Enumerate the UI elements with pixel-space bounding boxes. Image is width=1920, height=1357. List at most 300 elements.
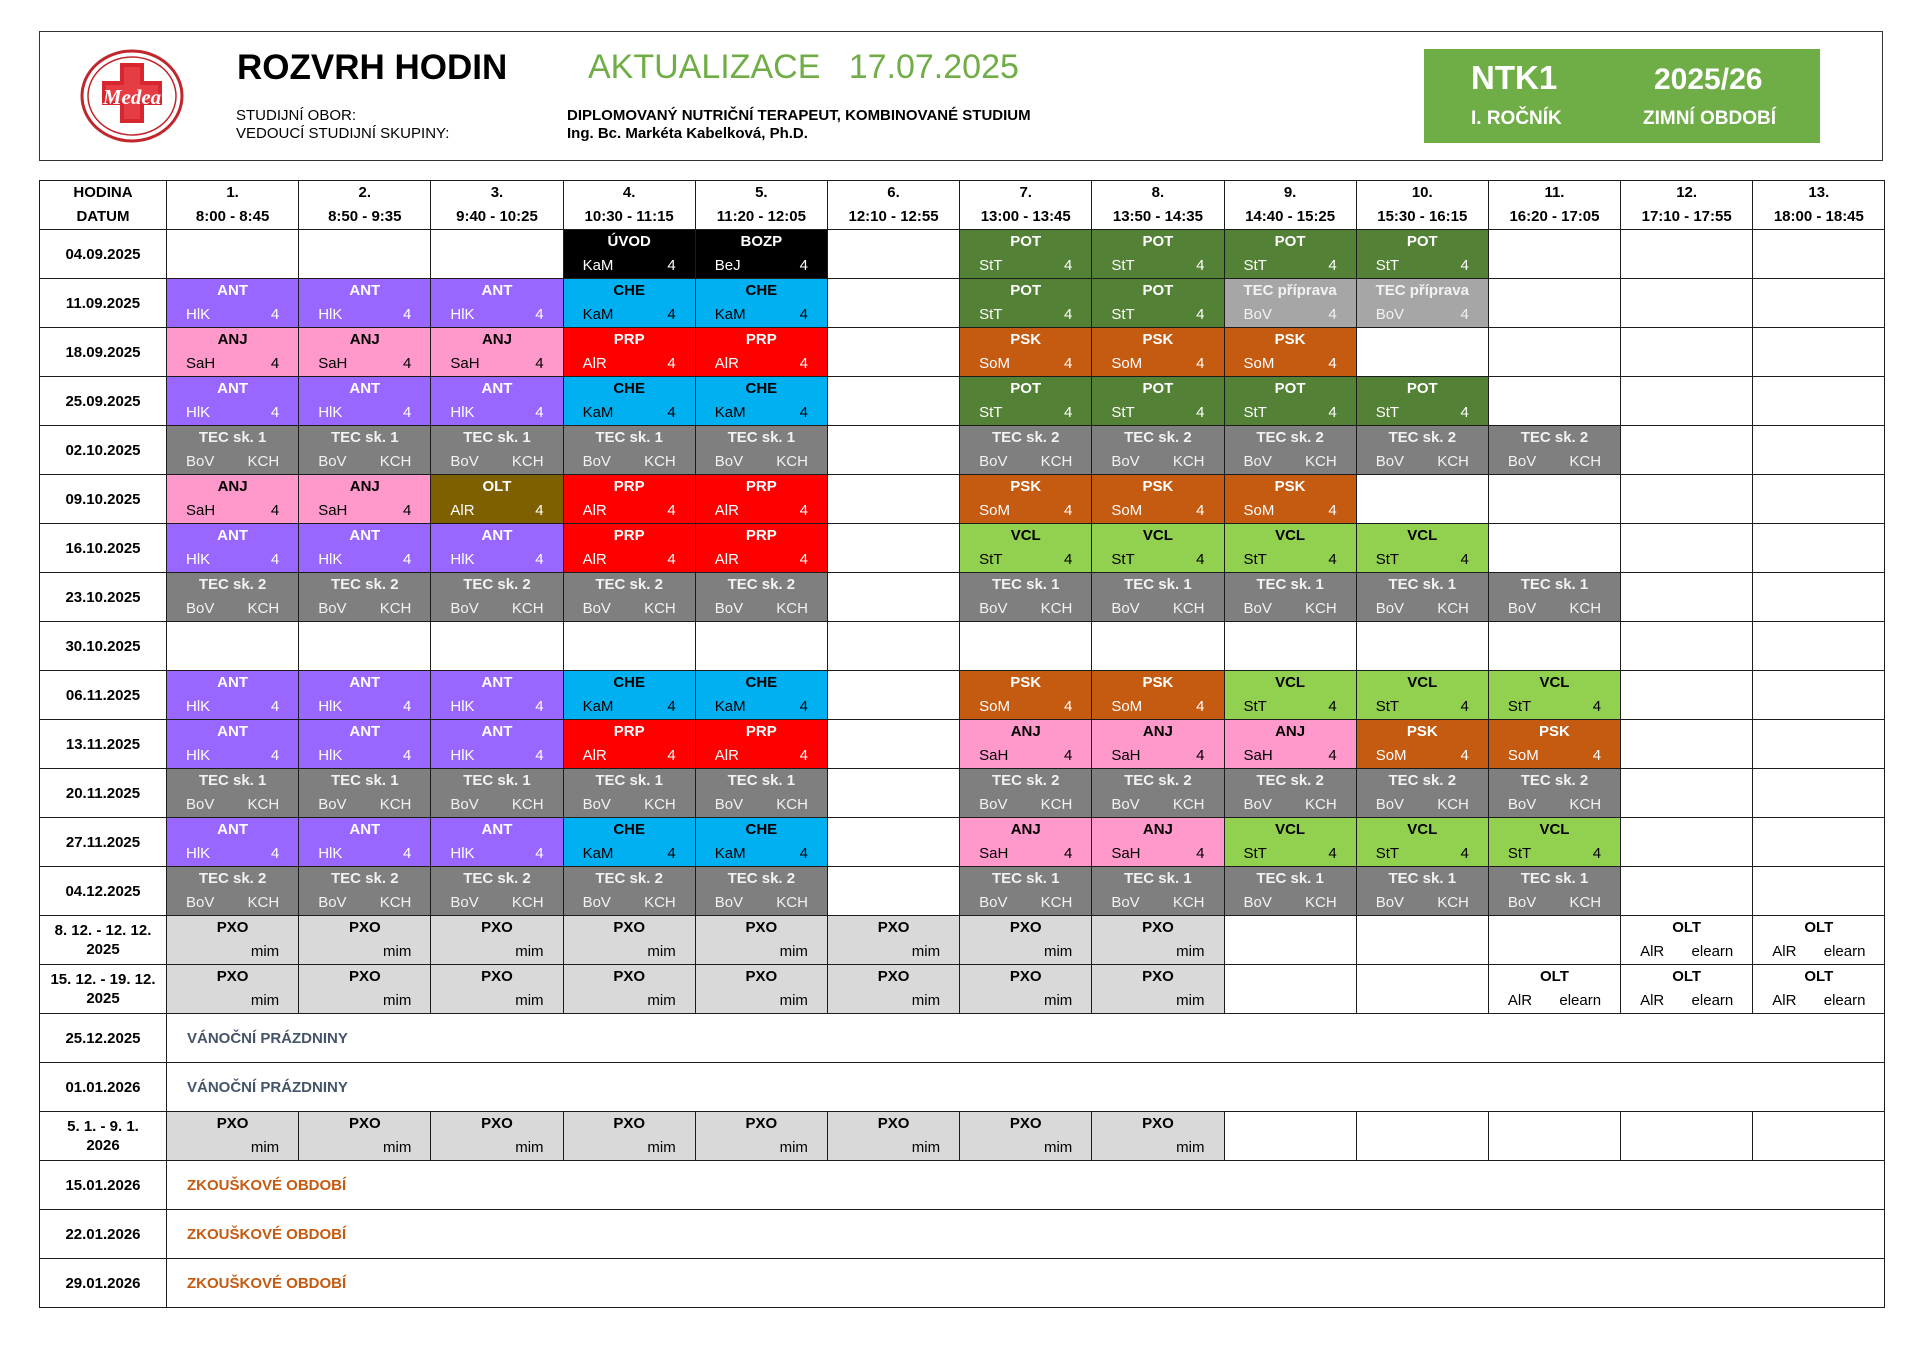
- subject-code: PRP: [613, 331, 645, 348]
- subject-code: POT: [1406, 380, 1438, 397]
- lesson-count: 4: [1460, 404, 1469, 421]
- teacher-code: SaH: [318, 502, 348, 519]
- subject-code: TEC sk. 2: [331, 870, 399, 887]
- lesson-count: 4: [1328, 698, 1337, 715]
- teacher-code: SoM: [1111, 698, 1143, 715]
- lesson-count: 4: [403, 404, 412, 421]
- lesson-count: KCH: [1437, 453, 1469, 470]
- lesson-count: 4: [1328, 355, 1337, 372]
- lesson-count: 4: [1196, 257, 1205, 274]
- subject-code: OLT: [1804, 968, 1834, 985]
- lesson-meta: [960, 744, 1091, 768]
- teacher-code: HlK: [318, 845, 343, 862]
- lesson-meta: [1357, 597, 1488, 621]
- period-note: ZKOUŠKOVÉ OBDOBÍ: [167, 1210, 1885, 1259]
- teacher-code: BeJ: [714, 257, 741, 274]
- teacher-code: HlK: [186, 551, 211, 568]
- empty-cell: [827, 279, 959, 328]
- lesson-cell: [695, 965, 827, 1014]
- lesson-cell: [695, 867, 827, 916]
- lesson-meta: [564, 352, 695, 376]
- lesson-meta: [1092, 401, 1223, 425]
- teacher-code: BoV: [1111, 453, 1140, 470]
- lesson-cell: [1488, 769, 1620, 818]
- lesson-cell: [960, 377, 1092, 426]
- lesson-meta: [1225, 450, 1356, 474]
- teacher-code: BoV: [1375, 306, 1405, 323]
- teacher-code: StT: [1507, 845, 1532, 862]
- date-cell: [40, 328, 167, 377]
- empty-cell: [960, 622, 1092, 671]
- subject-code: TEC sk. 1: [1256, 870, 1324, 887]
- lesson-cell: [1092, 769, 1224, 818]
- lesson-count: 4: [1592, 698, 1602, 715]
- subject-code: CHE: [745, 282, 778, 299]
- lesson-count: 4: [1460, 306, 1469, 323]
- lesson-cell: [695, 818, 827, 867]
- lesson-cell: [167, 475, 299, 524]
- teacher-code: BoV: [1375, 600, 1405, 617]
- lesson-count: 4: [270, 845, 280, 862]
- lesson-meta: [1225, 401, 1356, 425]
- teacher-code: AlR: [714, 747, 739, 764]
- lesson-count: mim: [647, 1139, 676, 1156]
- subject-code: TEC sk. 2: [1256, 429, 1324, 446]
- lesson-count: elearn: [1691, 943, 1734, 960]
- lesson-cell: [1092, 230, 1224, 279]
- lesson-cell: [563, 671, 695, 720]
- lesson-count: mim: [779, 1139, 808, 1156]
- subject-code: ANT: [217, 674, 248, 691]
- period-time: 15:30 - 16:15: [1377, 208, 1468, 225]
- subject-code: PXO: [348, 1115, 381, 1132]
- subject-code: TEC sk. 2: [198, 870, 267, 887]
- subject-code: PXO: [216, 1115, 249, 1132]
- lesson-cell: [695, 720, 827, 769]
- subject-code: ANJ: [1010, 723, 1041, 740]
- lesson-meta: [696, 548, 827, 572]
- teacher-code: HlK: [318, 551, 343, 568]
- lesson-count: mim: [515, 943, 544, 960]
- lesson-meta: [564, 891, 695, 915]
- subject-code: TEC sk. 1: [198, 772, 267, 789]
- subject-code: CHE: [613, 282, 645, 299]
- lesson-count: KCH: [1569, 796, 1602, 813]
- lesson-count: 4: [1196, 845, 1205, 862]
- lesson-meta: [564, 254, 695, 278]
- subject-code: POT: [1406, 233, 1438, 250]
- lesson-meta: [564, 450, 695, 474]
- subject-code: ANT: [217, 282, 248, 299]
- period-time: 10:30 - 11:15: [584, 208, 674, 225]
- lesson-meta: [1092, 695, 1223, 719]
- lesson-count: 4: [535, 404, 544, 421]
- subject-code: CHE: [745, 821, 778, 838]
- lesson-cell: [167, 1112, 299, 1161]
- lesson-count: 4: [667, 404, 676, 421]
- empty-cell: [1753, 377, 1885, 426]
- teacher-code: HlK: [186, 845, 211, 862]
- lesson-cell: [695, 671, 827, 720]
- lesson-meta: [1092, 254, 1223, 278]
- lesson-meta: [1092, 352, 1223, 376]
- lesson-cell: [960, 524, 1092, 573]
- header-cell-period: [695, 181, 827, 230]
- lesson-cell: [167, 671, 299, 720]
- lesson-cell: [167, 720, 299, 769]
- lesson-count: KCH: [511, 453, 544, 470]
- lesson-cell: [827, 916, 959, 965]
- lesson-count: elearn: [1823, 943, 1866, 960]
- empty-cell: [1621, 818, 1753, 867]
- teacher-code: KaM: [582, 698, 614, 715]
- lesson-meta: [431, 450, 562, 474]
- subject-code: VCL: [1275, 821, 1306, 838]
- subject-code: ANT: [349, 527, 381, 544]
- teacher-code: AlR: [1772, 992, 1797, 1009]
- lesson-count: 4: [799, 502, 808, 519]
- subject-code: ANT: [217, 380, 248, 397]
- subject-code: TEC sk. 2: [727, 870, 796, 887]
- date-cell: [40, 1161, 167, 1210]
- lesson-count: 4: [799, 257, 808, 274]
- empty-cell: [1753, 328, 1885, 377]
- subject-code: TEC sk. 1: [331, 429, 399, 446]
- lesson-meta: [1092, 891, 1223, 915]
- teacher-code: AlR: [1772, 943, 1797, 960]
- lesson-meta: [1092, 793, 1223, 817]
- table-row: [40, 965, 1885, 1014]
- teacher-code: StT: [979, 404, 1003, 421]
- teacher-code: KaM: [714, 698, 746, 715]
- lesson-cell: [960, 475, 1092, 524]
- lesson-cell: [563, 867, 695, 916]
- lesson-count: KCH: [1437, 894, 1469, 911]
- lesson-meta: [960, 842, 1091, 866]
- lesson-count: mim: [1043, 943, 1073, 960]
- lesson-meta: [1489, 695, 1620, 719]
- lesson-meta: [299, 499, 430, 523]
- lesson-meta: [1489, 597, 1620, 621]
- lesson-meta: [431, 695, 562, 719]
- lesson-count: 4: [1196, 747, 1205, 764]
- teacher-code: SaH: [186, 502, 216, 519]
- empty-cell: [827, 769, 959, 818]
- lesson-count: 4: [1460, 845, 1469, 862]
- lesson-meta: [696, 989, 827, 1013]
- teacher-code: StT: [979, 551, 1003, 568]
- empty-cell: [827, 328, 959, 377]
- lesson-meta: [564, 1136, 695, 1160]
- lesson-meta: [1225, 303, 1356, 327]
- empty-cell: [1488, 622, 1620, 671]
- subject-code: PXO: [481, 1115, 513, 1132]
- empty-cell: [167, 230, 299, 279]
- header-cell-period: [563, 181, 695, 230]
- lesson-cell: [960, 867, 1092, 916]
- period-number: 7.: [1019, 184, 1032, 201]
- lesson-meta: [431, 842, 562, 866]
- empty-cell: [827, 230, 959, 279]
- teacher-code: SoM: [1507, 747, 1539, 764]
- lesson-meta: [299, 548, 430, 572]
- lesson-cell: [1356, 573, 1488, 622]
- lesson-cell: [431, 573, 563, 622]
- period-note: ZKOUŠKOVÉ OBDOBÍ: [167, 1259, 1885, 1308]
- subject-code: ANT: [217, 723, 248, 740]
- lesson-meta: [564, 548, 695, 572]
- subject-code: PSK: [1274, 331, 1306, 348]
- empty-cell: [827, 475, 959, 524]
- lesson-cell: [563, 524, 695, 573]
- date-cell: [40, 426, 167, 475]
- lesson-cell: [1224, 867, 1356, 916]
- subject-code: ANT: [349, 282, 381, 299]
- lesson-cell: [695, 475, 827, 524]
- period-number: 13.: [1808, 184, 1830, 201]
- subject-code: PSK: [1010, 331, 1042, 348]
- lesson-meta: [299, 1136, 430, 1160]
- teacher-code: BoV: [1243, 894, 1272, 911]
- teacher-code: SoM: [1111, 502, 1143, 519]
- empty-cell: [827, 720, 959, 769]
- subject-code: PXO: [877, 919, 910, 936]
- subject-code: TEC sk. 1: [991, 576, 1060, 593]
- lesson-cell: [1753, 916, 1885, 965]
- lesson-count: 4: [535, 747, 544, 764]
- teacher-code: HlK: [450, 747, 475, 764]
- lesson-meta: [1092, 744, 1223, 768]
- lesson-cell: [1092, 475, 1224, 524]
- lesson-cell: [1224, 818, 1356, 867]
- subject-code: ANT: [349, 380, 381, 397]
- lesson-count: KCH: [1437, 796, 1469, 813]
- lesson-count: 4: [1063, 698, 1073, 715]
- teacher-code: BoV: [450, 796, 479, 813]
- lesson-cell: [695, 1112, 827, 1161]
- subject-code: OLT: [1672, 968, 1702, 985]
- lesson-meta: [960, 352, 1091, 376]
- lesson-cell: [960, 818, 1092, 867]
- lesson-count: 4: [535, 698, 544, 715]
- label-vedouci: VEDOUCÍ STUDIJNÍ SKUPINY:: [236, 125, 450, 142]
- teacher-code: StT: [1243, 404, 1267, 421]
- lesson-cell: [1224, 279, 1356, 328]
- teacher-code: StT: [1111, 257, 1135, 274]
- empty-cell: [1753, 426, 1885, 475]
- date-cell: [40, 524, 167, 573]
- subject-code: VCL: [1010, 527, 1041, 544]
- lesson-meta: [299, 793, 430, 817]
- date-line: 2026: [86, 1137, 120, 1154]
- lesson-count: mim: [647, 992, 676, 1009]
- lesson-cell: [695, 426, 827, 475]
- teacher-code: AlR: [582, 747, 607, 764]
- period-note: VÁNOČNÍ PRÁZDNINY: [167, 1063, 1885, 1112]
- lesson-cell: [1224, 475, 1356, 524]
- teacher-code: BoV: [979, 600, 1008, 617]
- lesson-meta: [431, 891, 562, 915]
- subject-code: ANT: [217, 821, 248, 838]
- table-row: [40, 426, 1885, 475]
- lesson-cell: [431, 377, 563, 426]
- teacher-code: SaH: [450, 355, 480, 372]
- lesson-count: KCH: [1305, 796, 1337, 813]
- lesson-meta: [960, 1136, 1091, 1160]
- header-cell-period: [827, 181, 959, 230]
- date-line: 2025: [86, 941, 120, 958]
- teacher-code: BoV: [1111, 894, 1140, 911]
- lesson-cell: [1621, 965, 1753, 1014]
- table-row: [40, 671, 1885, 720]
- lesson-count: 4: [667, 747, 676, 764]
- table-row: [40, 573, 1885, 622]
- lesson-count: 4: [1328, 306, 1337, 323]
- lesson-cell: [563, 377, 695, 426]
- date-cell: [40, 720, 167, 769]
- teacher-code: HlK: [318, 747, 343, 764]
- svg-text:Medea: Medea: [102, 85, 162, 109]
- teacher-code: BoV: [186, 600, 215, 617]
- lesson-count: 4: [403, 306, 412, 323]
- date-line: 02.10.2025: [65, 441, 141, 459]
- table-row: [40, 328, 1885, 377]
- lesson-count: mim: [647, 943, 676, 960]
- date-cell: [40, 230, 167, 279]
- teacher-code: HlK: [318, 306, 343, 323]
- teacher-code: StT: [1243, 257, 1267, 274]
- lesson-cell: [1092, 279, 1224, 328]
- lesson-count: KCH: [1305, 894, 1337, 911]
- subject-code: ANT: [481, 723, 513, 740]
- empty-cell: [1753, 720, 1885, 769]
- lesson-count: KCH: [644, 894, 676, 911]
- lesson-cell: [563, 769, 695, 818]
- teacher-code: BoV: [714, 796, 744, 813]
- table-row: [40, 622, 1885, 671]
- teacher-code: BoV: [979, 453, 1008, 470]
- lesson-count: 4: [535, 502, 544, 519]
- subject-code: POT: [1142, 233, 1174, 250]
- header-cell-period: [1488, 181, 1620, 230]
- lesson-cell: [167, 426, 299, 475]
- lesson-count: KCH: [776, 796, 808, 813]
- lesson-count: 4: [1460, 551, 1469, 568]
- teacher-code: StT: [1375, 404, 1400, 421]
- date-line: 8. 12. - 12. 12.: [54, 922, 152, 939]
- lesson-meta: [167, 352, 298, 376]
- lesson-cell: [563, 916, 695, 965]
- lesson-meta: [299, 842, 430, 866]
- subject-code: CHE: [613, 674, 645, 691]
- lesson-count: elearn: [1559, 992, 1602, 1009]
- empty-cell: [1621, 622, 1753, 671]
- empty-cell: [1753, 1112, 1885, 1161]
- empty-cell: [1224, 965, 1356, 1014]
- teacher-code: SoM: [1111, 355, 1143, 372]
- lesson-count: 4: [1196, 502, 1205, 519]
- teacher-code: SoM: [979, 502, 1010, 519]
- subject-code: TEC sk. 2: [463, 870, 531, 887]
- subject-code: PRP: [745, 527, 777, 544]
- subject-code: ANJ: [1010, 821, 1041, 838]
- lesson-meta: [828, 989, 959, 1013]
- lesson-count: 4: [1063, 747, 1073, 764]
- subject-code: TEC sk. 1: [463, 772, 531, 789]
- lesson-meta: [299, 352, 430, 376]
- lesson-cell: [960, 426, 1092, 475]
- empty-cell: [1356, 1112, 1488, 1161]
- lesson-meta: [1489, 793, 1620, 817]
- subject-code: ANT: [481, 674, 513, 691]
- header-cell-period: [1753, 181, 1885, 230]
- empty-cell: [299, 230, 431, 279]
- lesson-meta: [299, 303, 430, 327]
- teacher-code: BoV: [714, 453, 744, 470]
- empty-cell: [1621, 1112, 1753, 1161]
- teacher-code: BoV: [318, 894, 347, 911]
- teacher-code: SaH: [1243, 747, 1273, 764]
- lesson-count: 4: [1063, 551, 1073, 568]
- lesson-cell: [960, 230, 1092, 279]
- teacher-code: BoV: [1243, 600, 1272, 617]
- lesson-meta: [1753, 989, 1884, 1013]
- lesson-count: elearn: [1691, 992, 1734, 1009]
- teacher-code: HlK: [318, 404, 343, 421]
- meta-values: [567, 107, 1031, 143]
- lesson-cell: [167, 279, 299, 328]
- lesson-cell: [167, 818, 299, 867]
- lesson-meta: [960, 401, 1091, 425]
- lesson-cell: [1356, 230, 1488, 279]
- subject-code: VCL: [1275, 674, 1306, 691]
- teacher-code: BoV: [1507, 600, 1537, 617]
- subject-code: TEC sk. 1: [331, 772, 399, 789]
- date-cell: [40, 818, 167, 867]
- lesson-meta: [1225, 842, 1356, 866]
- lesson-cell: [431, 279, 563, 328]
- empty-cell: [827, 426, 959, 475]
- lesson-cell: [299, 965, 431, 1014]
- teacher-code: AlR: [1640, 943, 1665, 960]
- teacher-code: BoV: [1507, 796, 1537, 813]
- lesson-count: 4: [1063, 404, 1073, 421]
- lesson-meta: [696, 891, 827, 915]
- subject-code: TEC sk. 2: [1520, 772, 1589, 789]
- badge-year: 2025/26: [1654, 63, 1763, 96]
- lesson-count: 4: [1196, 355, 1205, 372]
- lesson-meta: [167, 989, 298, 1013]
- date-line: 20.11.2025: [65, 784, 141, 802]
- teacher-code: AlR: [1507, 992, 1533, 1009]
- lesson-count: KCH: [1172, 796, 1205, 813]
- lesson-cell: [1224, 328, 1356, 377]
- badge-period: ZIMNÍ OBDOBÍ: [1643, 108, 1776, 129]
- lesson-count: 4: [1460, 257, 1469, 274]
- lesson-cell: [431, 524, 563, 573]
- lesson-count: 4: [1592, 747, 1602, 764]
- period-time: 8:50 - 9:35: [328, 208, 402, 225]
- lesson-meta: [1225, 744, 1356, 768]
- lesson-cell: [1092, 818, 1224, 867]
- lesson-count: 4: [1063, 845, 1073, 862]
- subject-code: CHE: [745, 380, 778, 397]
- lesson-cell: [1488, 867, 1620, 916]
- lesson-count: 4: [799, 747, 808, 764]
- lesson-cell: [1092, 328, 1224, 377]
- lesson-cell: [299, 1112, 431, 1161]
- lesson-cell: [563, 965, 695, 1014]
